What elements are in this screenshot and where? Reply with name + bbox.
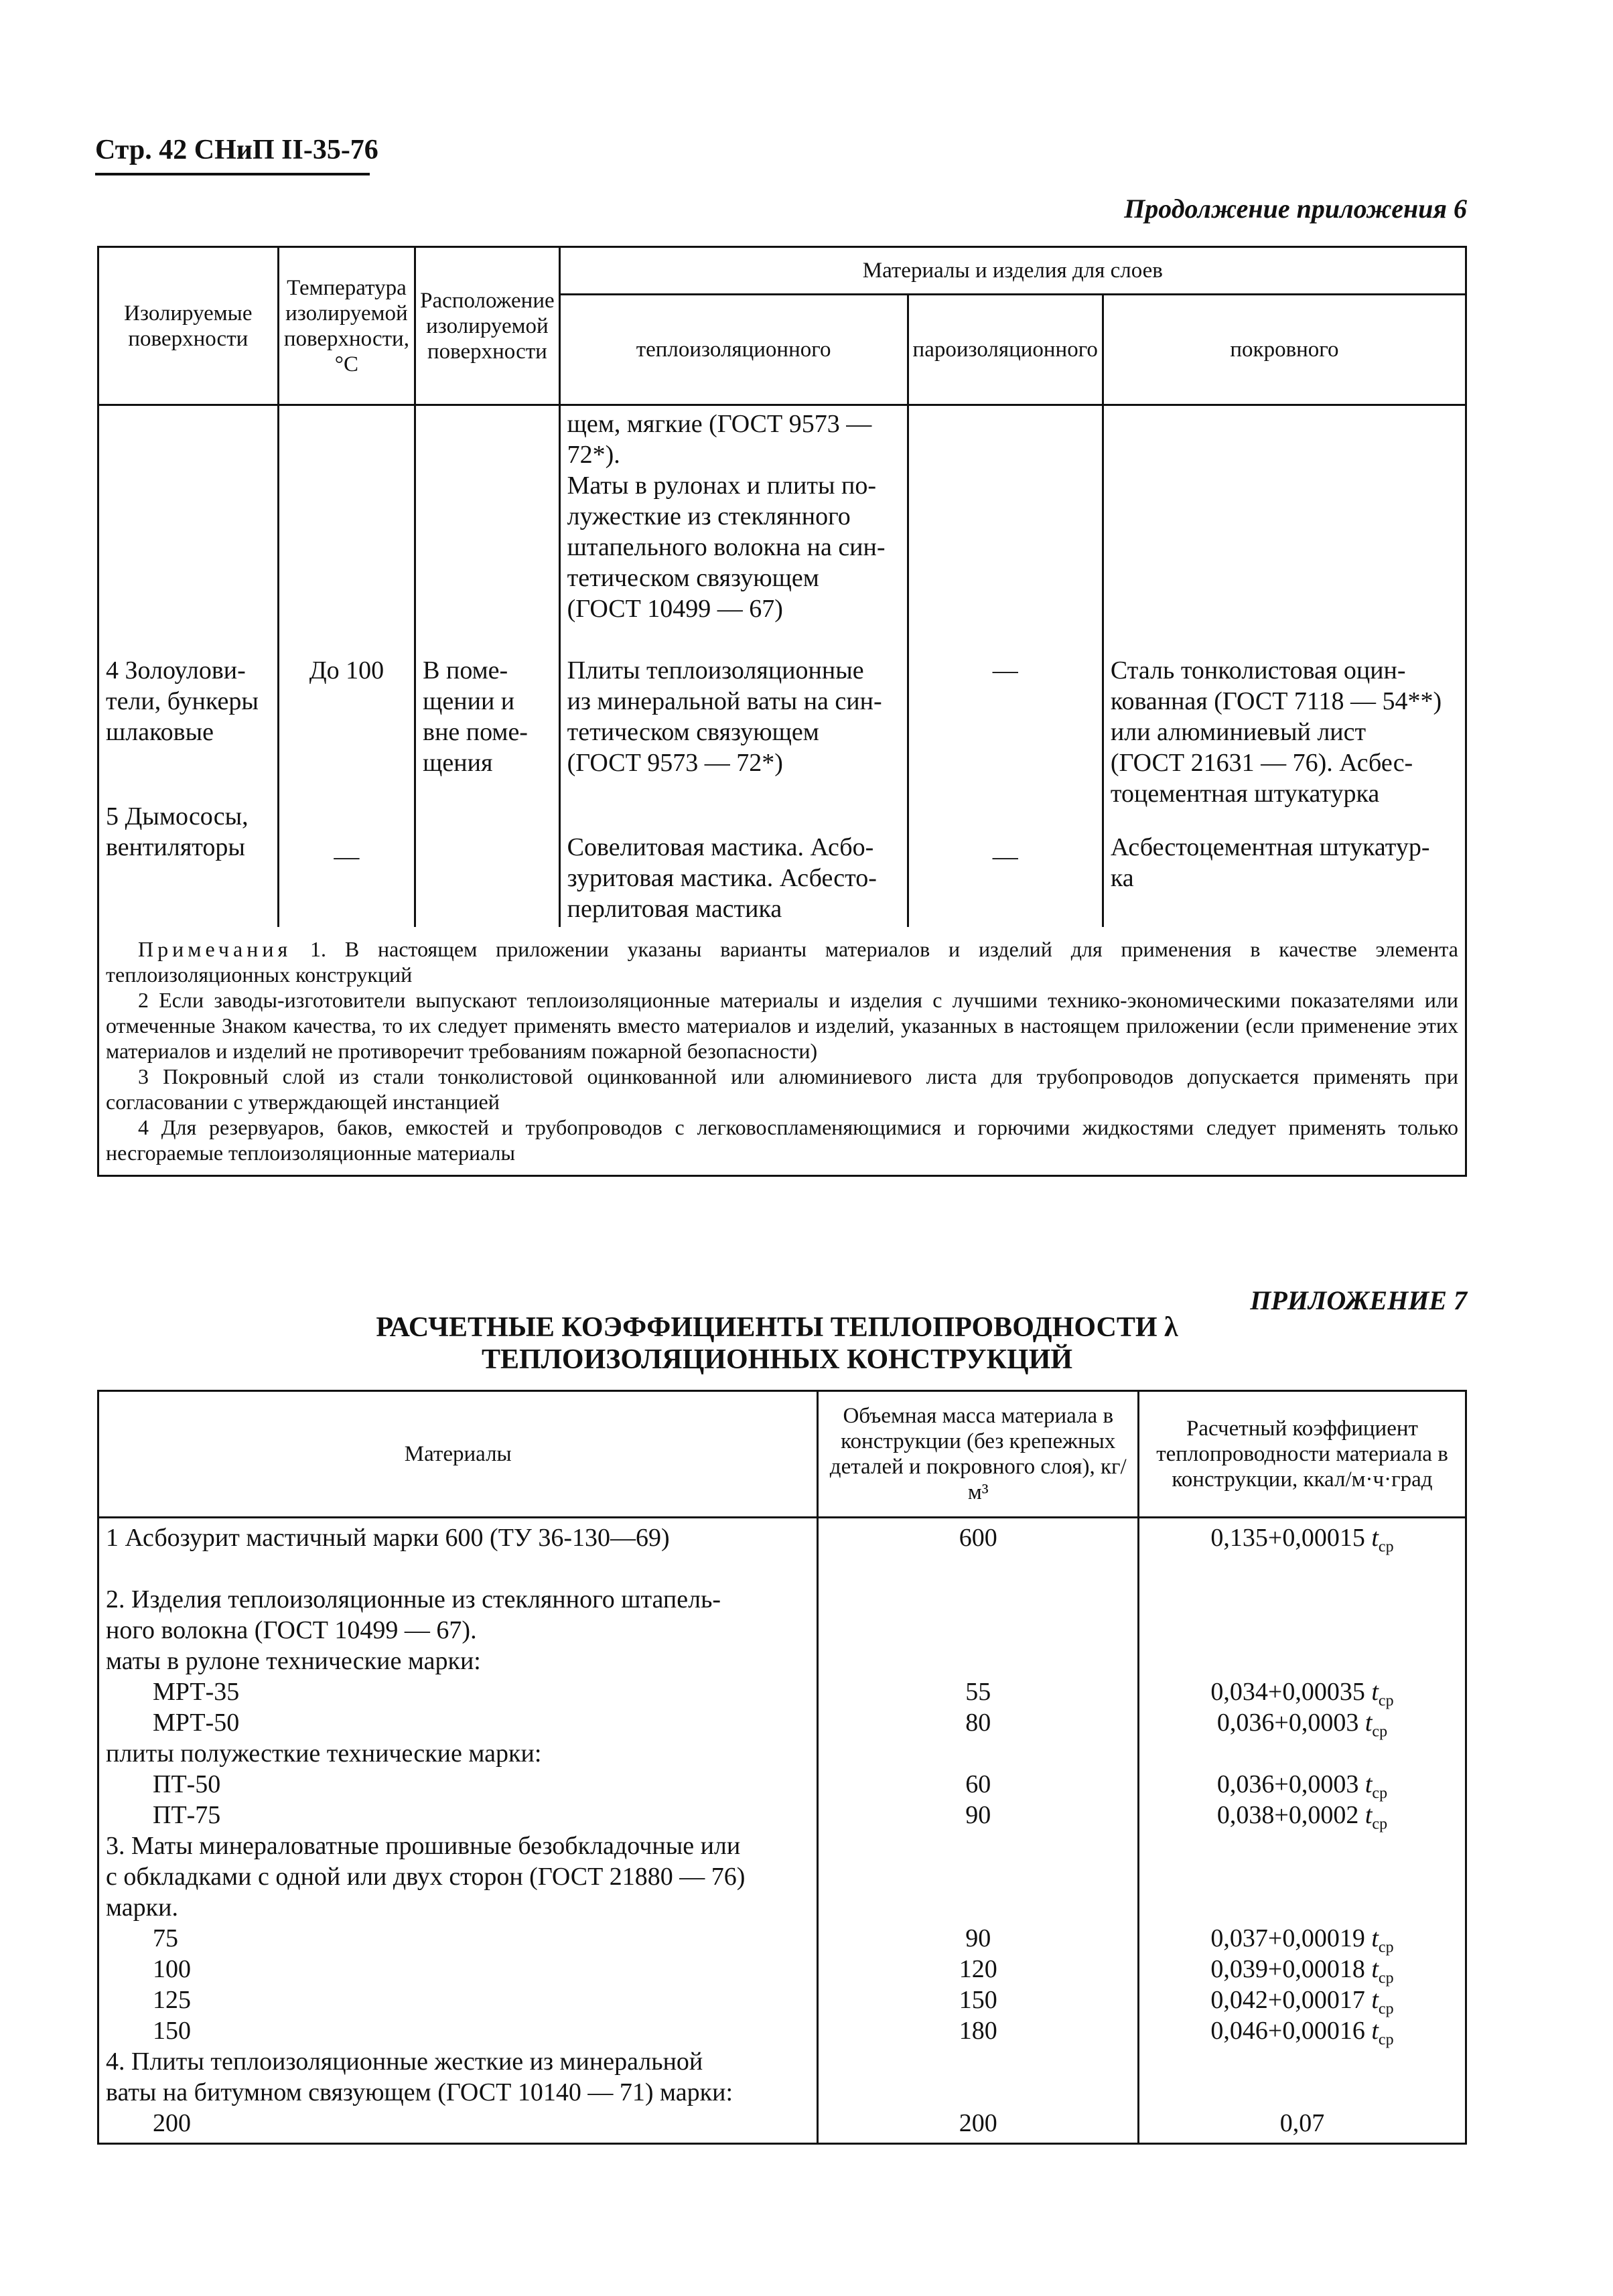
density-value [825,1646,1131,1676]
table-notes [98,927,1466,1176]
coefficient-value: 0,039+0,00018 $t_{ср}$ [1210,1955,1394,1987]
material-row: МРТ-35 [153,1678,240,1706]
coefficient-value [1146,1553,1458,1584]
material-row: маты в рулоне технические марки: [106,1647,481,1675]
temperature-subscript: ср [1372,1723,1388,1741]
material-row [106,1553,810,1584]
coefficient-value [1146,1831,1458,1861]
coefficient-value: 0,034+0,00035 $t_{ср}$ [1210,1678,1394,1710]
coefficient-value [1146,1892,1458,1923]
header-materials: Материалы [98,1391,818,1518]
col-location: В поме- щении и вне поме- щения [415,405,560,928]
header-vapor: пароизоляционного [908,295,1103,405]
material-row: 150 [153,2017,191,2045]
col-temperature: До 100 — [278,405,415,928]
note-4: 4 Для резервуаров, баков, емкостей и трубопроводов с легковоспламеняющимися и горючими жидкостями следует применять только несгораемые теплоизоляционные материалы [106,1115,1458,1165]
appendix7-table [97,1390,1467,2145]
coefficient-value [1146,1584,1458,1615]
temperature-subscript: ср [1372,1784,1388,1802]
coefficient-value: 0,036+0,0003 $t_{ср}$ [1216,1770,1388,1802]
coefficient-value: 0,036+0,0003 $t_{ср}$ [1216,1709,1388,1741]
temperature-symbol: t [1371,2017,1379,2045]
appendix7-title: РАСЧЕТНЫЕ КОЭФФИЦИЕНТЫ ТЕПЛОПРОВОДНОСТИ λ ТЕПЛОИЗОЛЯЦИОННЫХ КОНСТРУКЦИЙ [376,1312,1178,1375]
coefficient-value [1146,1615,1458,1646]
temperature-subscript: ср [1378,1969,1394,1987]
density-value: 200 [959,2109,997,2137]
material-row: 100 [153,1955,191,1983]
material-row: с обкладками с одной или двух сторон (ГОСТ 21880 — 76) [106,1863,746,1891]
header-rule [95,173,370,175]
coefficient-value [1146,1646,1458,1676]
temperature-subscript: ср [1378,1692,1394,1710]
header-coefficient: Расчетный коэффициент теплопроводности материала в конструкции, ккал/м·ч·град [1139,1391,1466,1518]
col-coefficient [1139,1518,1466,2144]
coefficient-value: 0,135+0,00015 $t_{ср}$ [1210,1524,1394,1556]
material-row: 2. Изделия теплоизоляционные из стеклянного штапель- [106,1585,721,1613]
temperature-symbol: t [1371,1986,1379,2014]
density-value [825,1553,1131,1584]
density-value [825,2077,1131,2108]
coefficient-value: 0,07 [1279,2109,1325,2137]
material-row: ного волокна (ГОСТ 10499 — 67). [106,1616,477,1644]
appendix7-label: ПРИЛОЖЕНИЕ 7 [1250,1285,1467,1315]
density-value: 80 [965,1709,991,1737]
density-value: 60 [965,1770,991,1798]
temperature-symbol: t [1371,1924,1379,1952]
density-value: 180 [959,2017,997,2045]
coefficient-value [1146,2046,1458,2077]
material-row: марки. [106,1893,178,1922]
coefficient-value: 0,038+0,0002 $t_{ср}$ [1216,1801,1388,1833]
col-vapor: — — [908,405,1103,928]
temperature-subscript: ср [1378,2000,1394,2018]
material-row: 125 [153,1986,191,2014]
material-row: 3. Маты минераловатные прошивные безобкладочные или [106,1832,741,1860]
header-density: Объемная масса материала в конструкции (без крепежных деталей и покровного слоя), кг/м³ [818,1391,1139,1518]
material-row: ваты на битумном связующем (ГОСТ 10140 — 71) марки: [106,2078,733,2106]
notes-label: Примечания [138,937,292,961]
coefficient-value: 0,042+0,00017 $t_{ср}$ [1210,1986,1394,2018]
density-value [825,1584,1131,1615]
temperature-symbol: t [1371,1678,1379,1706]
material-row: 75 [153,1924,178,1952]
header-thermal: теплоизоляционного [559,295,908,405]
density-value [825,1892,1131,1923]
temperature-symbol: t [1364,1770,1373,1798]
density-value: 120 [959,1955,997,1983]
coefficient-value [1146,1738,1458,1769]
density-value [825,1738,1131,1769]
temperature-symbol: t [1364,1709,1373,1737]
density-value: 55 [965,1678,991,1706]
material-row: 1 Асбозурит мастичный марки 600 (ТУ 36-130—69) [106,1524,670,1552]
density-value: 90 [965,1801,991,1829]
density-value [825,1615,1131,1646]
density-value: 90 [965,1924,991,1952]
note-2: 2 Если заводы-изготовители выпускают теплоизоляционные материалы и изделия с лучшими технико-экономическими показателями или отмеченные Знаком качества, то их следует применять вместо материалов и изделий, указанных в настоящем приложении (если применение этих материалов и изделий не противоречит требованиям пожарной безопасности) [106,988,1458,1063]
appendix6-table [97,246,1467,1177]
material-row: ПТ-75 [153,1801,221,1829]
temperature-subscript: ср [1378,2031,1394,2049]
note-1: 1. В настоящем приложении указаны варианты материалов и изделий для применения в качестве элемента теплоизоляционных конструкций [106,937,1459,987]
col-surfaces: 4 Золоулови- тели, бункеры шлаковые 5 Дымососы, вентиляторы [98,405,279,928]
temperature-subscript: ср [1378,1938,1394,1956]
density-value [825,1861,1131,1892]
coefficient-value: 0,046+0,00016 $t_{ср}$ [1210,2017,1394,2049]
coefficient-value: 0,037+0,00019 $t_{ср}$ [1210,1924,1394,1956]
material-row: МРТ-50 [153,1709,240,1737]
header-cover: покровного [1103,295,1466,405]
header-surfaces: Изолируемые поверхности [98,247,279,405]
material-row: 4. Плиты теплоизоляционные жесткие из минеральной [106,2048,703,2076]
material-row: ПТ-50 [153,1770,221,1798]
header-temperature: Температура изолируемой поверхности, °С [278,247,415,405]
temperature-symbol: t [1364,1801,1373,1829]
temperature-subscript: ср [1372,1815,1388,1833]
col-cover: Сталь тонколистовая оцин- кованная (ГОСТ 7118 — 54**) или алюминиевый лист (ГОСТ 21631 — 76). Асбес- тоцементная штукатурка Асбестоцементная штукатур- ка [1103,405,1466,928]
density-value [825,1831,1131,1861]
col-density [818,1518,1139,2144]
density-value: 600 [959,1524,997,1552]
temperature-subscript: ср [1378,1538,1394,1556]
note-3: 3 Покровный слой из стали тонколистовой оцинкованной или алюминиевого листа для трубопроводов допускается применять при согласовании с утверждающей инстанцией [106,1064,1458,1114]
header-materials-group: Материалы и изделия для слоев [559,247,1466,295]
material-row: 200 [153,2109,191,2137]
header-location: Расположение изолируемой поверхности [415,247,560,405]
density-value: 150 [959,1986,997,2014]
material-row: плиты полужесткие технические марки: [106,1739,542,1768]
temperature-symbol: t [1371,1955,1379,1983]
col-materials [98,1518,818,2144]
continuation-label: Продолжение приложения 6 [1124,194,1467,224]
coefficient-value [1146,2077,1458,2108]
temperature-symbol: t [1371,1524,1379,1552]
page-header: Стр. 42 СНиП II-35-76 [95,135,378,165]
density-value [825,2046,1131,2077]
coefficient-value [1146,1861,1458,1892]
col-thermal: щем, мягкие (ГОСТ 9573 — 72*). Маты в рулонах и плиты по- лужесткие из стеклянного штапельного волокна на син- тетическом связующем (ГОСТ 10499 — 67) Плиты теплоизоляционные из минеральной ваты на син- тетическом связующем (ГОСТ 9573 — 72*) Совелитовая мастика. Асбо- зуритовая мастика. Асбесто- перлитовая мастика [559,405,908,928]
